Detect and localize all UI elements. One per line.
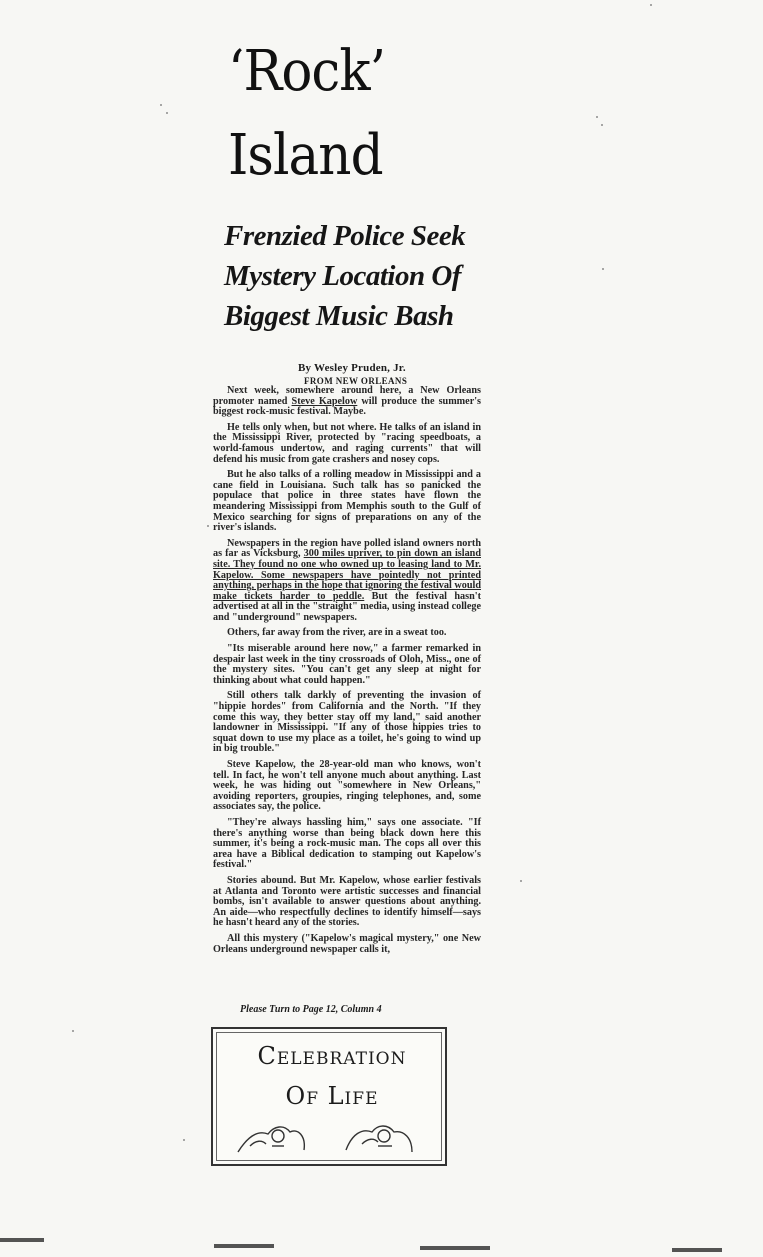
byline: By Wesley Pruden, Jr.: [298, 362, 406, 374]
angel-illustration-icon: [228, 1116, 428, 1156]
underlined-passage: 300 miles upriver, to pin down an island site. They found no one who owned up to leasing land to Mr. Kapelow. Some newspapers have pointedly not printed anything, perhaps in the hope that ignoring the festival would make tickets harder to peddle.: [213, 548, 481, 602]
paragraph-text: Next week, somewhere around here, a New Orleans promoter named: [213, 385, 481, 407]
article-paragraph: [213, 539, 481, 624]
subheadline-line-1: Frenzied Police Seek: [224, 220, 466, 252]
promoter-name: Steve Kapelow: [291, 395, 358, 407]
headline-line-1: ‘Rock’: [228, 39, 386, 104]
article-paragraph: Steve Kapelow, the 28-year-old man who knows, won't tell. In fact, he won't tell anyone much about anything. Last week, he was hiding out "somewhere in New Orleans," avoiding reporters, groupies, ringing telephones, and, some associates say, the police.: [213, 759, 481, 813]
article-paragraph: But he also talks of a rolling meadow in Mississippi and a cane field in Louisiana. Such talk has so panicked the populace that police in three states have flown the meandering Mississippi from Memphis south to the Gulf of Mexico searching for signs of preparations on any of the river's islands.: [213, 469, 481, 534]
scan-speck: [650, 4, 652, 6]
scan-speck: [183, 1139, 185, 1141]
subheadline-line-3: Biggest Music Bash: [224, 300, 454, 332]
scan-speck: [601, 124, 603, 126]
headline-line-2: Island: [228, 123, 383, 188]
ad-title-line-1: Celebration: [257, 1042, 407, 1070]
article-paragraph: "They're always hassling him," says one associate. "If there's anything worse than being black down here this summer, it's being a rock-music man. The cops all over this area have a Biblical dedication to stamping out Kapelow's festival.": [213, 816, 481, 871]
paragraph-text: will produce the summer's biggest rock-music festival. Maybe.: [213, 395, 482, 418]
continuation-note: Please Turn to Page 12, Column 4: [240, 1004, 382, 1015]
scan-speck: [520, 880, 522, 882]
article-paragraph: He tells only when, but not where. He talks of an island in the Mississippi River, protected by "racing speedboats, a world-famous undertow, and raging currents" that will defend his music from gate crashers and nosey cops.: [213, 421, 481, 465]
scan-edge-mark: [420, 1246, 490, 1250]
scan-speck: [72, 1030, 74, 1032]
article-body: [213, 386, 481, 960]
paragraph-text: Newspapers in the region have polled island owners north as far as Vicksburg,: [213, 537, 481, 560]
scan-speck: [166, 112, 168, 114]
dateline: FROM NEW ORLEANS: [304, 376, 408, 386]
scan-speck: [160, 104, 162, 106]
scan-edge-mark: [0, 1238, 44, 1242]
article-paragraph: All this mystery ("Kapelow's magical mystery," one New Orleans underground newspaper calls it,: [213, 932, 481, 955]
article-paragraph: Stories abound. But Mr. Kapelow, whose earlier festivals at Atlanta and Toronto were artistic successes and financial bombs, isn't available to answer questions about anything. An aide—who respectfully declines to identify himself—says he hasn't heard any of the stories.: [213, 874, 481, 929]
scan-speck: [596, 116, 598, 118]
article-paragraph: Still others talk darkly of preventing the invasion of "hippie hordes" from California and the North. "If they come this way, they better stay off my land," said another landowner in Mississippi. "If any of those hippies tries to squat down to use my place as a toilet, he's going to wind up in big trouble.": [213, 690, 481, 755]
article-paragraph: "Its miserable around here now," a farmer remarked in despair last week in the tiny crossroads of Oloh, Miss., one of the mystery sites. "You can't get any sleep at night for thinking about what could happen.": [213, 643, 481, 686]
article-paragraph: Others, far away from the river, are in a sweat too.: [227, 627, 447, 639]
scan-speck: [602, 268, 604, 270]
scan-speck: [207, 525, 209, 527]
paragraph-text: But the festival hasn't advertised at all in the "straight" media, using instead college and "underground" newspapers.: [213, 590, 481, 623]
scan-edge-mark: [672, 1248, 722, 1252]
ad-title-line-2: Of Life: [285, 1082, 379, 1110]
article-paragraph: [213, 386, 481, 418]
subheadline-line-2: Mystery Location Of: [224, 260, 461, 292]
scan-edge-mark: [214, 1244, 274, 1248]
